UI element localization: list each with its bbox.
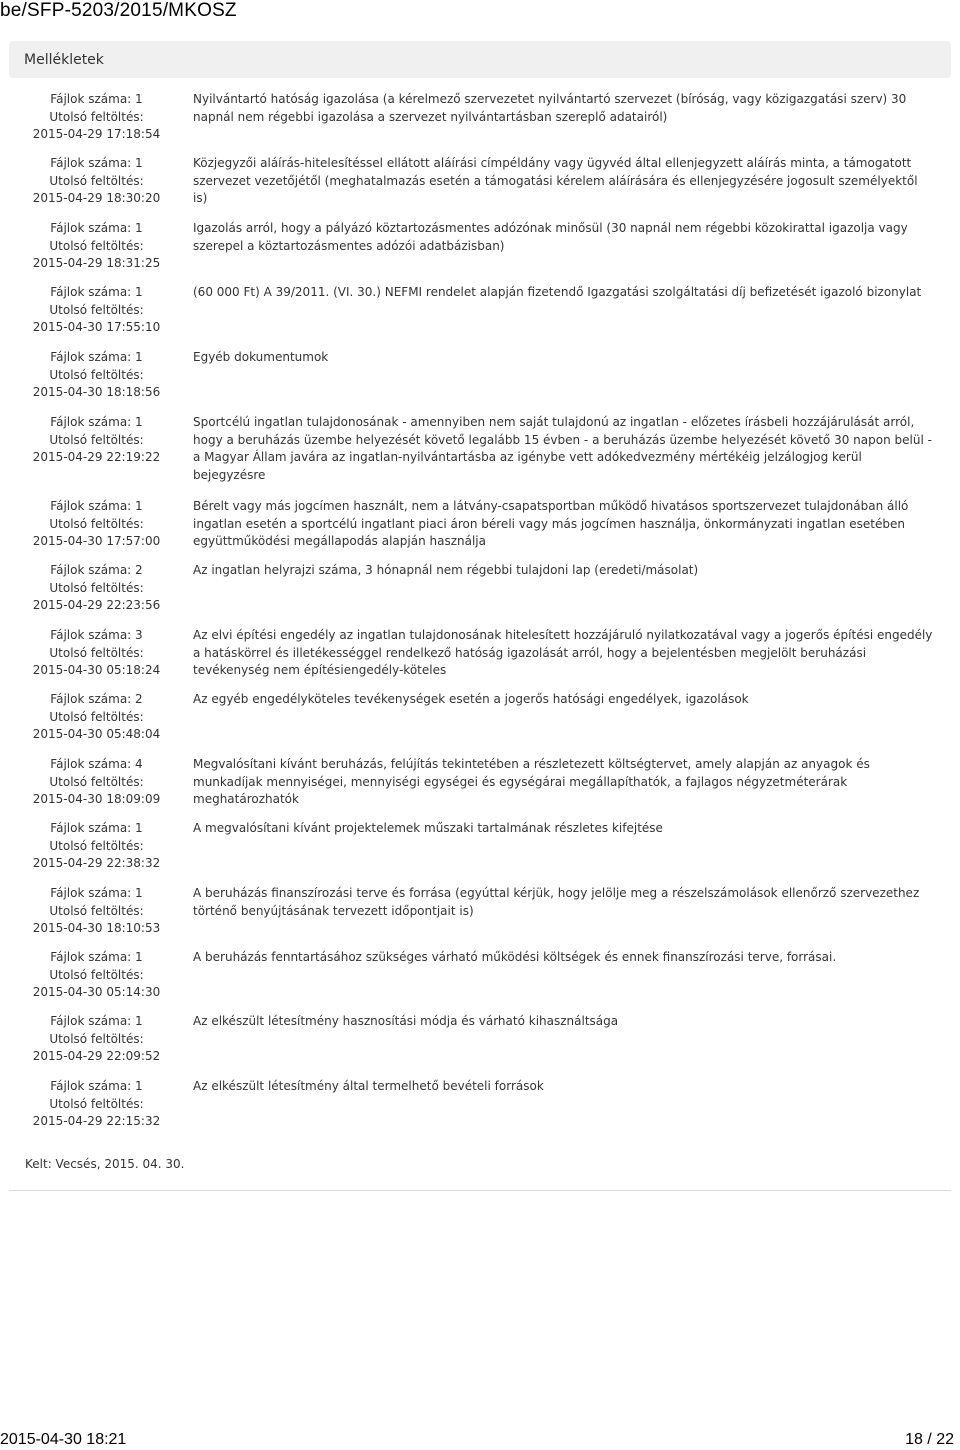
attachment-description: Igazolás arról, hogy a pályázó köztartozásmentes adózónak minősül (30 napnál nem régebbi közokirattal igazolja vagy szerepel a köztartozásmentes adózói adatbázisban) (193, 221, 908, 253)
footer-timestamp: 2015-04-30 18:21 (0, 1431, 127, 1448)
file-count-value: 1 (135, 156, 143, 170)
file-count (9, 349, 184, 367)
last-upload-label: Utolsó feltöltés: (49, 367, 144, 382)
file-count-value: 1 (135, 350, 143, 364)
last-upload-label: Utolsó feltöltés: (49, 838, 144, 853)
attachment-description: Az ingatlan helyrajzi száma, 3 hónapnál nem régebbi tulajdoni lap (eredeti/másolat) (193, 563, 699, 577)
file-count-label: Fájlok száma: (50, 950, 132, 964)
file-count-value: 1 (135, 1079, 143, 1093)
file-count-value: 1 (135, 415, 143, 429)
file-count-label: Fájlok száma: (50, 886, 132, 900)
last-upload-label: Utolsó feltöltés: (49, 1096, 144, 1111)
file-count-label: Fájlok száma: (50, 350, 132, 364)
last-upload-date: 2015-04-30 18:09:09 (32, 792, 161, 806)
file-count-value: 2 (135, 692, 143, 706)
last-upload-label: Utolsó feltöltés: (49, 709, 144, 724)
file-count (9, 562, 184, 580)
attachment-meta (9, 220, 184, 273)
file-count (9, 820, 184, 838)
attachment-description: Az egyéb engedélyköteles tevékenységek esetén a jogerős hatósági engedélyek, igazolások (193, 692, 749, 706)
section-title: Mellékletek (9, 41, 951, 78)
attachment-meta (9, 627, 184, 680)
attachment-meta (9, 1078, 184, 1131)
file-count-label: Fájlok száma: (50, 692, 132, 706)
file-count-label: Fájlok száma: (50, 221, 132, 235)
last-upload-date: 2015-04-29 18:30:20 (32, 191, 161, 205)
file-count-value: 1 (135, 499, 143, 513)
file-count (9, 691, 184, 709)
file-count (9, 1078, 184, 1096)
attachment-description: A beruházás finanszírozási terve és forrása (egyúttal kérjük, hogy jelölje meg a részelszámolások ellenőrző szervezethez történő benyújtásának tervezett időpontjait is) (193, 886, 920, 918)
file-count-label: Fájlok száma: (50, 499, 132, 513)
last-upload-label: Utolsó feltöltés: (49, 1031, 144, 1046)
file-count (9, 498, 184, 516)
attachment-meta (9, 820, 184, 873)
file-count (9, 414, 184, 432)
last-upload-date: 2015-04-29 22:23:56 (32, 598, 161, 612)
attachment-description: Nyilvántartó hatóság igazolása (a kérelmező szervezetet nyilvántartó szervezet (bíróság, vagy közigazgatási szerv) 30 napnál nem régebbi igazolása a szervezet nyilvántartásban szereplő adatairól) (193, 92, 907, 124)
attachment-meta (9, 498, 184, 551)
file-count (9, 1013, 184, 1031)
attachment-meta (9, 885, 184, 938)
last-upload-label: Utolsó feltöltés: (49, 580, 144, 595)
attachment-description: A megvalósítani kívánt projektelemek műszaki tartalmának részletes kifejtése (193, 821, 663, 835)
file-count-value: 4 (135, 757, 143, 771)
file-count-value: 1 (135, 821, 143, 835)
document-id: be/SFP-5203/2015/MKOSZ (0, 0, 237, 21)
file-count (9, 284, 184, 302)
file-count-label: Fájlok száma: (50, 285, 132, 299)
file-count-value: 1 (135, 886, 143, 900)
last-upload-date: 2015-04-30 05:18:24 (32, 663, 161, 677)
attachment-meta (9, 691, 184, 744)
last-upload-label: Utolsó feltöltés: (49, 238, 144, 253)
attachment-description: Megvalósítani kívánt beruházás, felújítás tekintetében a részletezett költségtervet, amely alapján az anyagok és munkadíjak mennyiségei, mennyiségi egységei és egységárai megállapíthatók, a fajlagos négyzetméterárak meghatározhatók (193, 757, 870, 806)
file-count-value: 1 (135, 221, 143, 235)
file-count (9, 756, 184, 774)
last-upload-label: Utolsó feltöltés: (49, 432, 144, 447)
last-upload-label: Utolsó feltöltés: (49, 302, 144, 317)
attachment-description: Az elvi építési engedély az ingatlan tulajdonosának hitelesített hozzájáruló nyilatkozatával vagy a jogerős építési engedély a hatáskörrel és illetékességgel rendelkező hatóság igazolását arról, hogy a bejelentésben megjelölt beruházási tevékenység nem építésiengedély-köteles (193, 628, 933, 677)
file-count-value: 1 (135, 285, 143, 299)
file-count-label: Fájlok száma: (50, 92, 132, 106)
file-count-label: Fájlok száma: (50, 1014, 132, 1028)
last-upload-date: 2015-04-29 22:09:52 (32, 1049, 161, 1063)
file-count-label: Fájlok száma: (50, 1079, 132, 1093)
attachment-meta (9, 1013, 184, 1066)
file-count-value: 1 (135, 1014, 143, 1028)
file-count (9, 627, 184, 645)
last-upload-label: Utolsó feltöltés: (49, 516, 144, 531)
attachments-panel (9, 38, 951, 1191)
file-count (9, 155, 184, 173)
last-upload-date: 2015-04-30 18:18:56 (32, 385, 161, 399)
last-upload-label: Utolsó feltöltés: (49, 774, 144, 789)
last-upload-date: 2015-04-29 22:38:32 (32, 856, 161, 870)
footer-page-number: 18 / 22 (905, 1431, 954, 1448)
last-upload-date: 2015-04-29 22:19:22 (32, 450, 161, 464)
last-upload-date: 2015-04-29 18:31:25 (32, 256, 161, 270)
attachment-meta (9, 91, 184, 144)
file-count (9, 949, 184, 967)
attachment-meta (9, 155, 184, 208)
attachment-description: A beruházás fenntartásához szükséges várható működési költségek és ennek finanszírozási terve, forrásai. (193, 950, 837, 964)
file-count (9, 91, 184, 109)
attachment-meta (9, 949, 184, 1002)
file-count-label: Fájlok száma: (50, 821, 132, 835)
attachment-meta (9, 284, 184, 337)
last-upload-date: 2015-04-30 05:48:04 (32, 727, 161, 741)
last-upload-label: Utolsó feltöltés: (49, 645, 144, 660)
file-count-value: 3 (135, 628, 143, 642)
signed-place-date: Kelt: Vecsés, 2015. 04. 30. (25, 1157, 185, 1171)
last-upload-date: 2015-04-30 05:14:30 (32, 985, 161, 999)
last-upload-date: 2015-04-29 22:15:32 (32, 1114, 161, 1128)
attachment-meta (9, 414, 184, 467)
file-count-label: Fájlok száma: (50, 628, 132, 642)
attachment-description: Az elkészült létesítmény által termelhető bevételi források (193, 1079, 544, 1093)
last-upload-label: Utolsó feltöltés: (49, 109, 144, 124)
attachment-description: Egyéb dokumentumok (193, 350, 329, 364)
file-count (9, 220, 184, 238)
attachment-description: Bérelt vagy más jogcímen használt, nem a látvány-csapatsportban működő hivatásos sportszervezet tulajdonában álló ingatlan esetén a sportcélú ingatlant piaci áron béreli vagy más jogcímen használja, önkormányzati ingatlan esetében együttműködési megállapodás alapján használja (193, 499, 909, 548)
last-upload-date: 2015-04-30 17:57:00 (32, 534, 161, 548)
attachment-description: (60 000 Ft) A 39/2011. (VI. 30.) NEFMI rendelet alapján fizetendő Igazgatási szolgáltatási díj befizetését igazoló bizonylat (193, 285, 922, 299)
attachment-meta (9, 349, 184, 402)
file-count-value: 1 (135, 92, 143, 106)
file-count-label: Fájlok száma: (50, 156, 132, 170)
attachment-meta (9, 562, 184, 615)
last-upload-label: Utolsó feltöltés: (49, 903, 144, 918)
last-upload-date: 2015-04-29 17:18:54 (32, 127, 161, 141)
last-upload-date: 2015-04-30 17:55:10 (32, 320, 161, 334)
last-upload-label: Utolsó feltöltés: (49, 967, 144, 982)
file-count-label: Fájlok száma: (50, 563, 132, 577)
attachment-description: Sportcélú ingatlan tulajdonosának - amennyiben nem saját tulajdonú az ingatlan - előzetes írásbeli hozzájárulását arról, hogy a beruházás üzembe helyezését követő legalább 15 évben - a beruházás üzembe helyezését követő 30 napon belül - a Magyar Állam javára az ingatlan-nyilvántartásba az igénybe vett adókedvezmény mértékéig jelzálogjog kerül bejegyzésre (193, 415, 932, 482)
last-upload-date: 2015-04-30 18:10:53 (32, 921, 161, 935)
attachment-meta (9, 756, 184, 809)
file-count-value: 2 (135, 563, 143, 577)
file-count-label: Fájlok száma: (50, 757, 132, 771)
file-count (9, 885, 184, 903)
last-upload-label: Utolsó feltöltés: (49, 173, 144, 188)
attachment-description: Az elkészült létesítmény hasznosítási módja és várható kihasználtsága (193, 1014, 619, 1028)
file-count-value: 1 (135, 950, 143, 964)
file-count-label: Fájlok száma: (50, 415, 132, 429)
attachment-description: Közjegyzői aláírás-hitelesítéssel ellátott aláírási címpéldány vagy ügyvéd által ellenjegyzett aláírás minta, a támogatott szervezet vezetőjétől (meghatalmazás esetén a támogatási kérelem aláírására és ellenjegyzésére jogosult személyektől is) (193, 156, 918, 205)
